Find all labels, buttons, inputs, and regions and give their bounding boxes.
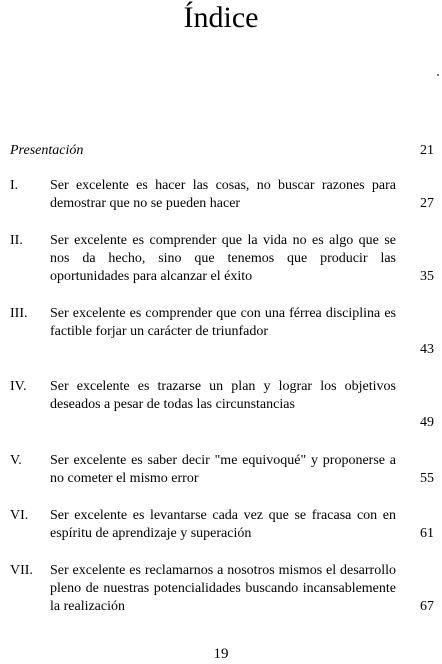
entry-page: 43 [420,342,434,357]
entry-page: 35 [420,269,434,284]
entry-page: 67 [420,599,434,614]
entry-number: IV. [10,379,27,394]
entry-text: Ser excelente es comprender que con una férrea disciplina es factible forjar un carácter de triunfador [50,306,396,339]
presentation-label: Presentación [10,143,84,158]
scan-speck [437,74,439,76]
presentation-page: 21 [420,143,434,158]
entry-page: 55 [420,471,434,486]
entry-page: 49 [420,415,434,430]
entry-number: II. [10,233,23,248]
entry-text: Ser excelente es hacer las cosas, no buscar razones para demostrar que no se pueden hacer [50,178,396,211]
entry-number: VII. [10,563,33,578]
entry-page: 61 [420,526,434,541]
entry-text: Ser excelente es comprender que la vida no es algo que se nos da hecho, sino que tenemos que producir las oportunidades para alcanzar el éxito [50,233,396,284]
entry-number: III. [10,306,28,321]
entry-number: VI. [10,508,29,523]
entry-text: Ser excelente es reclamarnos a nosotros mismos el desarrollo pleno de nuestras potencialidades buscando incansablemente la realización [50,563,396,614]
page-title: Índice [183,1,259,34]
entry-number: V. [10,453,22,468]
entry-number: I. [10,178,19,193]
entry-page: 27 [420,196,434,211]
page-number: 19 [213,646,229,662]
entry-text: Ser excelente es saber decir "me equivoqué" y proponerse a no cometer el mismo error [50,453,396,486]
presentation-entry [10,142,434,159]
entry-text: Ser excelente es levantarse cada vez que se fracasa con en espíritu de aprendizaje y superación [50,508,396,541]
entry-text: Ser excelente es trazarse un plan y lograr los objetivos deseados a pesar de todas las circunstancias [50,379,396,412]
